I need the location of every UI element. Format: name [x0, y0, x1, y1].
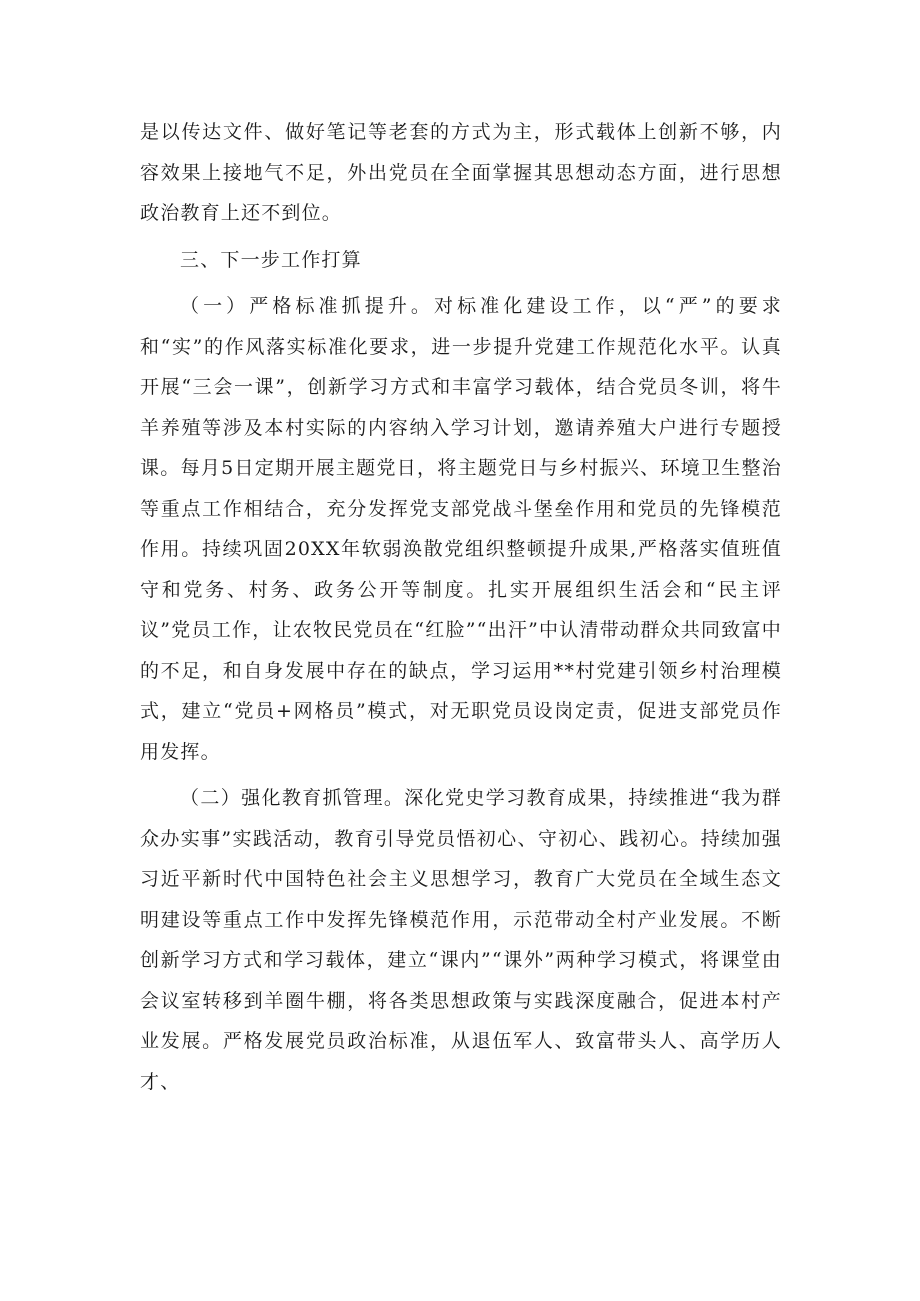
paragraph-continued: 是以传达文件、做好笔记等老套的方式为主，形式载体上创新不够，内容效果上接地气不足，外出党员在全面掌握其思想动态方面，进行思想政治教育上还不到位。	[140, 121, 782, 224]
paragraph-item-1: （一）严格标准抓提升。对标准化建设工作，以“严”的要求和“实”的作风落实标准化要求，进一步提升党建工作规范化水平。认真开展“三会一课”，创新学习方式和丰富学习载体，结合党员冬训，将牛羊养殖等涉及本村实际的内容纳入学习计划，邀请养殖大户进行专题授课。每月5日定期开展主题党日，将主题党日与乡村振兴、环境卫生整治等重点工作相结合，充分发挥党支部党战斗堡垒作用和党员的先锋模范作用。持续巩固20XX年软弱涣散党组织整顿提升成果,严格落实值班值守和党务、村务、政务公开等制度。扎实开展组织生活会和“民主评议”党员工作，让农牧民党员在“红脸”“出汗”中认清带动群众共同致富中的不足，和自身发展中存在的缺点，学习运用**村党建引领乡村治理模式，建立“党员+网格员”模式，对无职党员设岗定责，促进支部党员作用发挥。	[140, 295, 782, 763]
paragraph-item-2: （二）强化教育抓管理。深化党史学习教育成果，持续推进“我为群众办实事”实践活动，教育引导党员悟初心、守初心、践初心。持续加强习近平新时代中国特色社会主义思想学习，教育广大党员在全域生态文明建设等重点工作中发挥先锋模范作用，示范带动全村产业发展。不断创新学习方式和学习载体，建立“课内”“课外”两种学习模式，将课堂由会议室转移到羊圈牛棚，将各类思想政策与实践深度融合，促进本村产业发展。严格发展党员政治标准，从退伍军人、致富带头人、高学历人才、	[140, 787, 782, 1093]
document-body	[140, 112, 782, 1102]
section-heading: 三、下一步工作打算	[180, 248, 362, 271]
